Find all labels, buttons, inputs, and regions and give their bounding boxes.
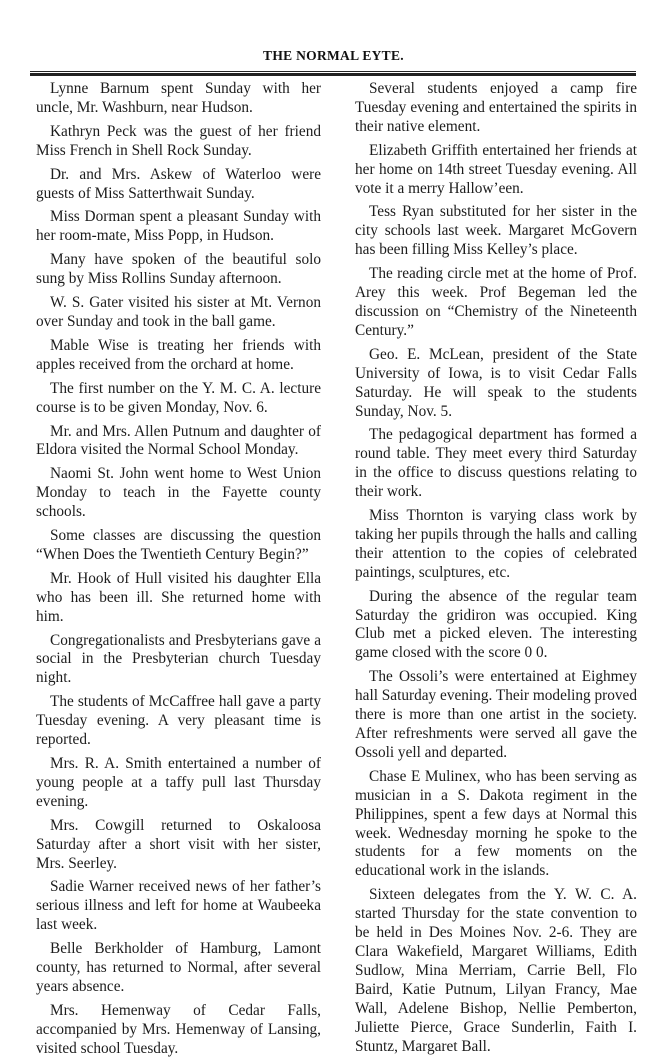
news-item: Dr. and Mrs. Askew of Waterloo were guests of Miss Satterthwait Sunday. [36,165,321,202]
news-item: Several students enjoyed a camp fire Tuesday evening and entertained the spirits in their native element. [355,80,637,135]
rule-thick-line [30,73,636,76]
news-item: During the absence of the regular team Saturday the gridiron was occupied. King Club met a picked eleven. The interesting game closed with the score 0 0. [355,587,637,662]
news-item: Tess Ryan substituted for her sister in the city schools last week. Margaret McGovern has been filling Miss Kelley’s place. [355,203,637,259]
news-item: The first number on the Y. M. C. A. lecture course is to be given Monday, Nov. 6. [36,379,321,416]
news-item: W. S. Gater visited his sister at Mt. Vernon over Sunday and took in the ball game. [36,294,321,330]
masthead-double-rule [30,71,636,76]
news-item: Mable Wise is treating her friends with apples received from the orchard at home. [36,336,321,373]
news-item: Geo. E. McLean, president of the State University of Iowa, is to visit Cedar Falls Saturday. He will speak to the students Sunday, Nov. 5. [355,345,637,420]
news-item: Belle Berkholder of Hamburg, Lamont county, has returned to Normal, after several years absence. [36,940,321,995]
news-item: Elizabeth Griffith entertained her friends at her home on 14th street Tuesday evening. All vote it a merry Hallow’een. [355,141,637,197]
news-item: Miss Dorman spent a pleasant Sunday with her room-mate, Miss Popp, in Hudson. [36,208,321,245]
news-item: Sixteen delegates from the Y. W. C. A. started Thursday for the state convention to be held in Des Moines Nov. 2-6. They are Clara Wakefield, Margaret Williams, Edith Sudlow, Mina Merriam, Carrie Bell, Flo Baird, Katie Putnum, Lilyan Francy, Mae Wall, Adelene Bishop, Nellie Pemberton, Juliette Pierce, Grace Sunderlin, Faith I. Stuntz, Margaret Ball. [355,886,637,1055]
newspaper-masthead: THE NORMAL EYTE. [263,48,404,63]
news-item: Some classes are discussing the question “When Does the Twentieth Century Begin?” [36,527,321,563]
right-column [355,80,637,1061]
news-item: Mrs. R. A. Smith entertained a number of young people at a taffy pull last Thursday evening. [36,755,321,810]
news-item: The students of McCaffree hall gave a party Tuesday evening. A very pleasant time is reported. [36,693,321,749]
news-item: Congregationalists and Presbyterians gave a social in the Presbyterian church Tuesday night. [36,631,321,687]
news-item: The reading circle met at the home of Prof. Arey this week. Prof Begeman led the discussion on “Chemistry of the Nineteenth Century.” [355,265,637,339]
news-item: Mrs. Cowgill returned to Oskaloosa Saturday after a short visit with her sister, Mrs. Seerley. [36,816,321,872]
news-item: Kathryn Peck was the guest of her friend Miss French in Shell Rock Sunday. [36,122,321,159]
news-item: The pedagogical department has formed a round table. They meet every third Saturday in the office to discuss questions relating to their work. [355,426,637,501]
rule-thin-line [30,71,636,72]
news-item: Lynne Barnum spent Sunday with her uncle, Mr. Washburn, near Hudson. [36,80,321,116]
news-item: The Ossoli’s were entertained at Eighmey hall Saturday evening. Their modeling proved there is more than one artist in the society. After refreshments were served all gave the Ossoli yell and departed. [355,668,637,761]
news-item: Mr. Hook of Hull visited his daughter Ella who has been ill. She returned home with him. [36,569,321,625]
left-column [36,80,321,1064]
news-item: Naomi St. John went home to West Union Monday to teach in the Fayette county schools. [36,465,321,521]
news-item: Mrs. Hemenway of Cedar Falls, accompanied by Mrs. Hemenway of Lansing, visited school Tuesday. [36,1001,321,1057]
news-item: Chase E Mulinex, who has been serving as musician in a S. Dakota regiment in the Philippines, spent a few days at Normal this week. Wednesday morning he spoke to the students for a few moments on the educational work in the islands. [355,767,637,880]
news-item: Sadie Warner received news of her father’s serious illness and left for home at Waubeeka last week. [36,878,321,934]
news-item: Miss Thornton is varying class work by taking her pupils through the halls and calling their attention to the copies of celebrated paintings, sculptures, etc. [355,507,637,581]
news-item: Mr. and Mrs. Allen Putnum and daughter of Eldora visited the Normal School Monday. [36,422,321,459]
news-item: Many have spoken of the beautiful solo sung by Miss Rollins Sunday afternoon. [36,251,321,288]
